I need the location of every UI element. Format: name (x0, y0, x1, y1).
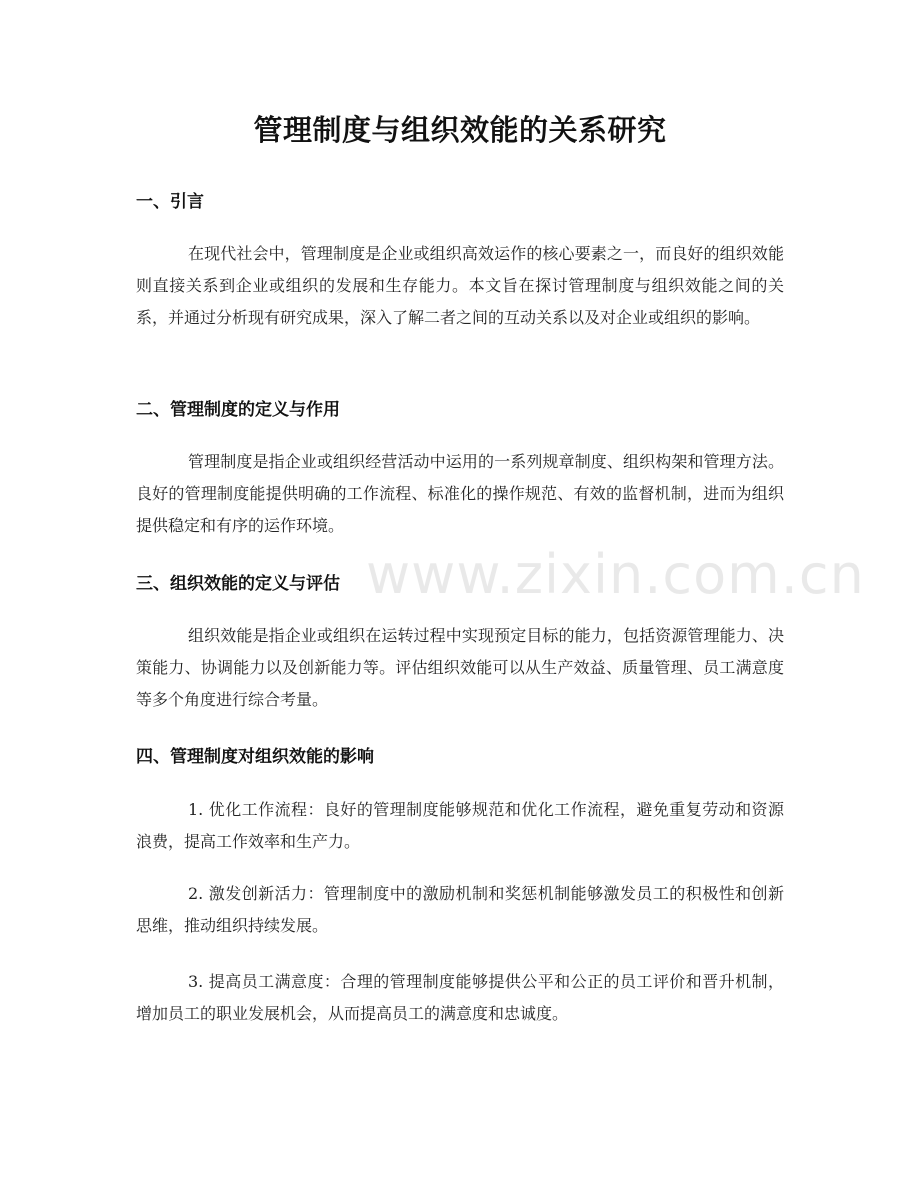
document-title: 管理制度与组织效能的关系研究 (253, 113, 667, 147)
list-item-impact-3: 3. 提高员工满意度：合理的管理制度能够提供公平和公正的员工评价和晋升机制，增加员工的职业发展机会，从而提高员工的满意度和忠诚度。 (136, 972, 784, 1023)
paragraph-organizational-effectiveness: 组织效能是指企业或组织在运转过程中实现预定目标的能力，包括资源管理能力、决策能力、协调能力以及创新能力等。评估组织效能可以从生产效益、质量管理、员工满意度等多个角度进行综合考量。 (136, 626, 784, 709)
paragraph-management-system: 管理制度是指企业或组织经营活动中运用的一系列规章制度、组织构架和管理方法。良好的管理制度能提供明确的工作流程、标准化的操作规范、有效的监督机制，进而为组织提供稳定和有序的运作环境。 (136, 452, 784, 535)
section-heading-introduction: 一、引言 (136, 192, 204, 212)
section-heading-organizational-effectiveness: 三、组织效能的定义与评估 (136, 574, 340, 594)
paragraph-introduction: 在现代社会中，管理制度是企业或组织高效运作的核心要素之一，而良好的组织效能则直接关系到企业或组织的发展和生存能力。本文旨在探讨管理制度与组织效能之间的关系，并通过分析现有研究成果，深入了解二者之间的互动关系以及对企业或组织的影响。 (136, 244, 784, 327)
list-item-impact-1: 1. 优化工作流程：良好的管理制度能够规范和优化工作流程，避免重复劳动和资源浪费，提高工作效率和生产力。 (136, 800, 784, 851)
section-heading-impact: 四、管理制度对组织效能的影响 (136, 747, 374, 767)
section-heading-management-system: 二、管理制度的定义与作用 (136, 400, 340, 420)
watermark: www.zixin.com.cn (366, 543, 865, 606)
list-item-impact-2: 2. 激发创新活力：管理制度中的激励机制和奖惩机制能够激发员工的积极性和创新思维，推动组织持续发展。 (136, 884, 784, 935)
